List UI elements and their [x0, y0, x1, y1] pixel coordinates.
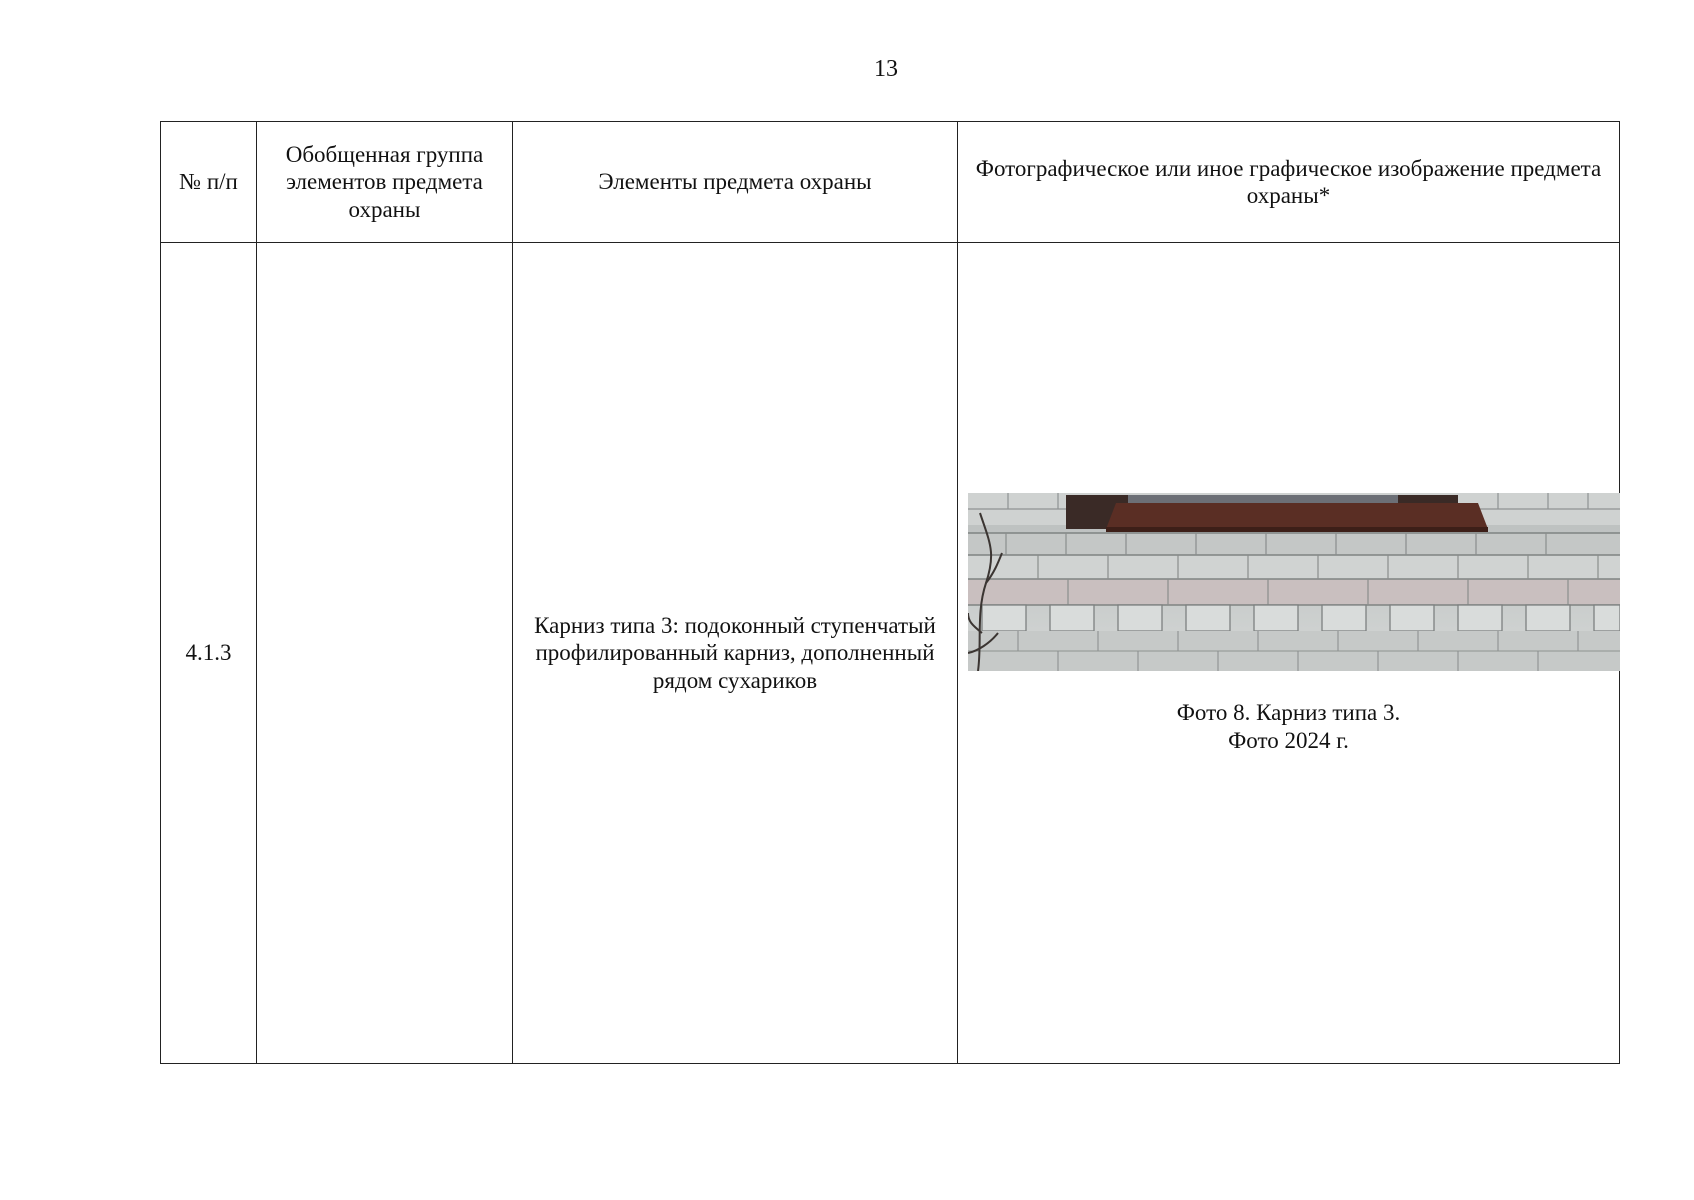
row-num: 4.1.3: [161, 243, 257, 1064]
cornice-photo: [968, 493, 1620, 671]
photo-caption: [968, 699, 1627, 755]
row-element-text: Карниз типа 3: подоконный ступенчатый профилированный карниз, дополненный рядом сухариков: [513, 243, 958, 1064]
table-row: [161, 243, 1620, 1064]
photo-caption-line1: Фото 8. Карниз типа 3.: [1176, 700, 1401, 725]
protection-subject-table: [160, 121, 1620, 1064]
header-elements: Элементы предмета охраны: [513, 122, 958, 243]
photo-block: [968, 493, 1627, 755]
photo-caption-line2: Фото 2024 г.: [1228, 728, 1349, 754]
table-body: [161, 243, 1620, 1064]
header-group: Обобщенная группа элементов предмета охраны: [257, 122, 513, 243]
header-num: № п/п: [161, 122, 257, 243]
header-row: [161, 122, 1620, 243]
table-header: [161, 122, 1620, 243]
header-photo: Фотографическое или иное графическое изображение предмета охраны*: [958, 122, 1620, 243]
row-photo-cell: [958, 243, 1620, 1064]
page-number: 13: [874, 56, 898, 82]
row-group: [257, 243, 513, 1064]
